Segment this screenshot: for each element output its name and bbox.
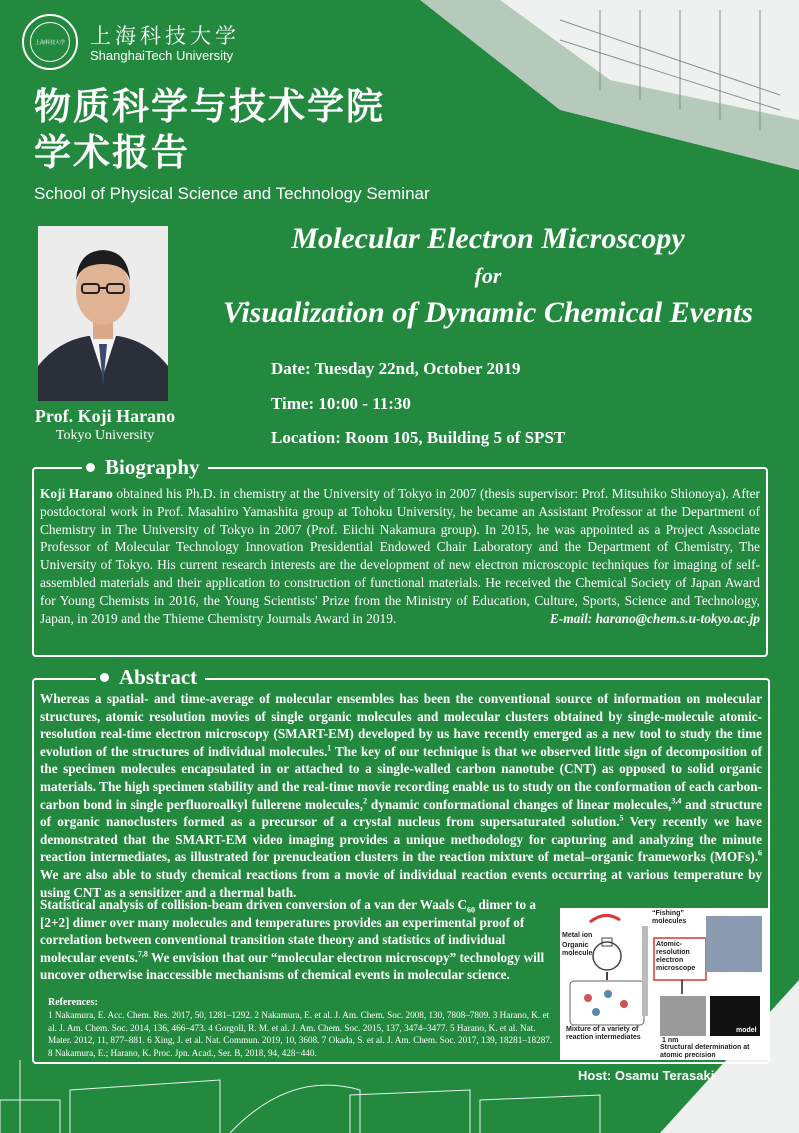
figure-label-scale: 1 nm bbox=[662, 1037, 679, 1044]
speaker-affiliation: Tokyo University bbox=[55, 428, 155, 443]
figure-label-structural: Structural determination at atomic precision bbox=[660, 1044, 750, 1059]
abstract-p4: and structure of organic nanoclusters formed as a precursor of a crystal nucleus from supersaturated solution. bbox=[40, 796, 763, 830]
seminar-title-cn bbox=[34, 84, 385, 176]
figure-label-microscope: Atomic-resolution electron microscope bbox=[656, 941, 696, 972]
university-logo bbox=[22, 14, 78, 70]
citation: 3,4 bbox=[671, 796, 682, 806]
talk-date: Date: Tuesday 22nd, October 2019 bbox=[271, 359, 521, 378]
talk-location: Location: Room 105, Building 5 of SPST bbox=[271, 428, 566, 447]
talk-title bbox=[186, 222, 790, 330]
talk-time: Time: 10:00 - 11:30 bbox=[271, 394, 411, 413]
seminar-title-en: School of Physical Science and Technology Seminar bbox=[34, 184, 430, 203]
figure-label-fishing: “Fishing” molecules bbox=[652, 910, 687, 925]
abstract-heading bbox=[96, 665, 205, 690]
talk-title-line1: Molecular Electron Microscopy bbox=[291, 222, 685, 255]
figure-label-mixture: Mixture of a variety of reaction intermediates bbox=[566, 1026, 641, 1041]
citation: 5 bbox=[619, 813, 624, 823]
biography-body: obtained his Ph.D. in chemistry at the University of Tokyo in 2007 (thesis supervisor: Prof. Mitsuhiko Shionoya). After postdoctoral work in Prof. Masahiro Yamashita group at Tohoku University, he became an Assistant Professor at the Department of Chemistry in The University of Tokyo in 2007 (Prof. Eiichi Nakamura group). In 2015, he was appointed as a Project Associate Professor of Molecular Technology Innovation Presidential Endowed Chair Laboratory and the Department of Chemistry, The University of Tokyo. His current research interests are the development of new electron microscopic techniques for imaging of self-assembled materials and their application to construction of functional materials. He received the Chemical Society of Japan Award for Young Chemists in 2016, the Young Scientists' Prize from the Ministry of Education, Culture, Sports, Science and Technology, Japan, in 2019 and the Thieme Chemistry Journals Award in 2019. bbox=[40, 486, 760, 626]
university-name-cn: 上海科技大学 bbox=[90, 24, 240, 48]
references bbox=[48, 997, 558, 1059]
university-name-en: ShanghaiTech University bbox=[90, 48, 234, 63]
logo-text: 上海科技大学 bbox=[34, 39, 65, 46]
abstract-q2: dimer to a [2+2] dimer over many molecules and temperatures provides an experimental proof of correlation between conventional transition state theory and statistics of individual molecular events. bbox=[40, 897, 536, 965]
speaker-email: E-mail: harano@chem.s.u-tokyo.ac.jp bbox=[549, 610, 760, 626]
biography-name: Koji Harano bbox=[40, 486, 113, 501]
references-heading: References: bbox=[48, 997, 98, 1008]
abstract-title: Abstract bbox=[119, 665, 198, 689]
references-list: 1 Nakamura, E. Acc. Chem. Res. 2017, 50, 1281–1292. 2 Nakamura, E. et al. J. Am. Chem. Soc. 2008, 130, 7808–7809. 3 Harano, K. et al. J. Am. Chem. Soc. 2014, 136, 466–473. 4 Gorgoll, R. M. et al. J. Am. Chem. Soc. 2015, 137, 3474–3477. 5 Harano, K. et al. Nat. Mater. 2012, 11, 877–881. 6 Xing, J. et al. Nat. Commun. 2019, 10, 3608. 7 Okada, S. et al. J. Am. Chem. Soc. 2017, 139, 18281–18287. 8 Nakamura, E.; Harano, K. Proc. Jpn. Acad., Ser. B, 2018, 94, 428−440. bbox=[48, 1010, 553, 1058]
citation: 2 bbox=[363, 796, 368, 806]
abstract-p6: We are also able to study chemical reactions from a movie of individual reaction events occurring at various temperature by using CNT as a sensitizer and a thermal bath. bbox=[40, 866, 762, 900]
biography-text bbox=[40, 485, 760, 627]
speaker-photo bbox=[38, 226, 168, 401]
seminar-title-cn-line1: 物质科学与技术学院 bbox=[34, 85, 385, 128]
talk-title-line2: for bbox=[474, 263, 502, 288]
subscript: 60 bbox=[467, 905, 476, 915]
abstract-q3: We envision that our “molecular electron microscopy” technology will uncover otherwise inaccessible mechanisms of chemical events in molecular science. bbox=[40, 949, 545, 983]
biography-title: Biography bbox=[105, 455, 200, 479]
abstract-p1: Whereas a spatial- and time-average of molecular ensembles has been the conventional source of information on molecular structures, atomic resolution movies of single organic molecules and molecular clusters obtained by single-molecule atomic-resolution real-time electron microscopy (SMART-EM) developed by us have recently emerged as a new tool to study the time evolution of the structures of individual molecules. bbox=[40, 691, 762, 759]
abstract-text bbox=[40, 690, 762, 901]
figure-label-organic: Organic molecule bbox=[562, 942, 593, 957]
abstract-p5: Very recently we have demonstrated that the SMART-EM video imaging provides a unique methodology for capturing and analyzing the minute reaction intermediates, as illustrated for prenucleation clusters in the reaction mixture of metal–organic frameworks (MOFs). bbox=[40, 814, 762, 865]
abstract-figure bbox=[560, 908, 768, 1060]
citation: 1 bbox=[327, 743, 332, 753]
abstract-text-continued bbox=[40, 896, 555, 984]
citation: 6 bbox=[758, 848, 762, 858]
talk-title-line3: Visualization of Dynamic Chemical Events bbox=[222, 296, 754, 329]
abstract-p2: The key of our technique is that we observed little sign of decomposition of the specimen molecules encapsulated in or attached to a single-walled carbon nanotube (CNT) as opposed to solid organic materials. The high specimen stability and the real-time movie recording enable us to study on the conformation of each carbon-carbon bond in single perfluoroalkyl fullerene molecules, bbox=[40, 743, 763, 812]
citation: 7,8 bbox=[137, 949, 148, 959]
bullet-icon bbox=[100, 673, 109, 682]
seminar-title-cn-line2: 学术报告 bbox=[34, 131, 190, 174]
figure-label-metal-ion: Metal ion bbox=[562, 932, 593, 939]
biography-heading bbox=[82, 455, 208, 480]
abstract-q1: Statistical analysis of collision-beam driven conversion of a van der Waals C bbox=[40, 897, 468, 912]
logo-emblem bbox=[30, 22, 70, 62]
figure-label-model: model bbox=[736, 1027, 757, 1034]
speaker-name: Prof. Koji Harano bbox=[34, 406, 176, 426]
bullet-icon bbox=[86, 463, 95, 472]
speaker-portrait-icon bbox=[38, 226, 168, 401]
abstract-p3: dynamic conformational changes of linear molecules, bbox=[367, 796, 672, 812]
host: Host: Osamu Terasaki bbox=[578, 1068, 715, 1083]
